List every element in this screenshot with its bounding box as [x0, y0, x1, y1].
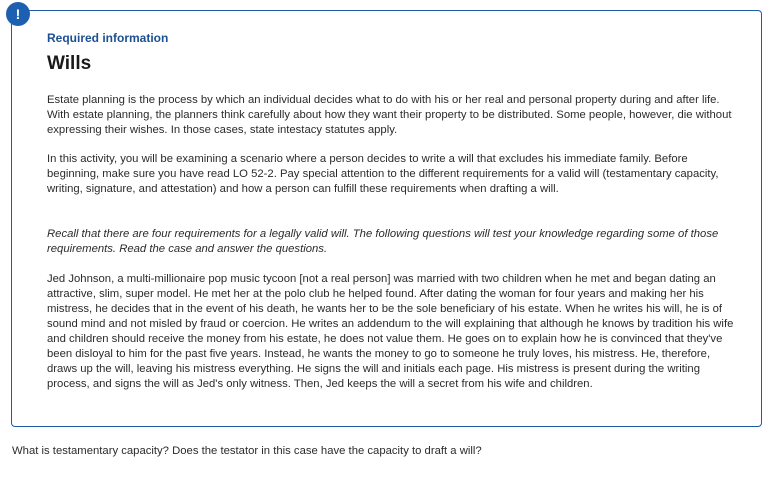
question-text: What is testamentary capacity? Does the testator in this case have the capacity to draft a will?	[12, 445, 482, 457]
required-info-card	[11, 10, 762, 427]
page-title: Wills	[47, 53, 92, 74]
paragraph-case: Jed Johnson, a multi-millionaire pop music tycoon [not a real person] was married with two children when he met and began dating an attractive, slim, super model. He met her at the polo club he helped found. After dating the woman for four years and making her his mistress, he decides that in the event of his death, he wants her to be the sole beneficiary of his estate. When he writes his will, he is of sound mind and not misled by fraud or coercion. He writes an addendum to the will explaining that although he knows by tradition his wife and children should receive the money from his estate, he does not value them. He goes on to explain how he is convinced that they've been disloyal to him for the past five years. Instead, he wants the money to go to someone he truly loves, his mistress. He, therefore, draws up the will, leaving his mistress everything. He signs the will and initials each page. His mistress is present during the writing process, and signs the will as Jed's only witness. Then, Jed keeps the will a secret from his wife and children.	[47, 273, 734, 390]
required-info-label: Required information	[47, 31, 169, 45]
paragraph-estate-planning: Estate planning is the process by which an individual decides what to do with his or her real and personal property during and after life. With estate planning, the planners think carefully about how they want their property to be distributed. Some people, however, die without expressing their wishes. In those cases, state intestacy statutes apply.	[47, 94, 732, 136]
alert-icon: !	[6, 2, 30, 26]
paragraph-requirements: Recall that there are four requirements for a legally valid will. The following questions will test your knowledge regarding some of those requirements. Read the case and answer the questions.	[47, 228, 719, 255]
paragraph-activity: In this activity, you will be examining a scenario where a person decides to write a will that excludes his immediate family. Before beginning, make sure you have read LO 52-2. Pay special attention to the different requirements for a valid will (testamentary capacity, writing, signature, and attestation) and how a person can fulfill these requirements when drafting a will.	[47, 153, 719, 195]
